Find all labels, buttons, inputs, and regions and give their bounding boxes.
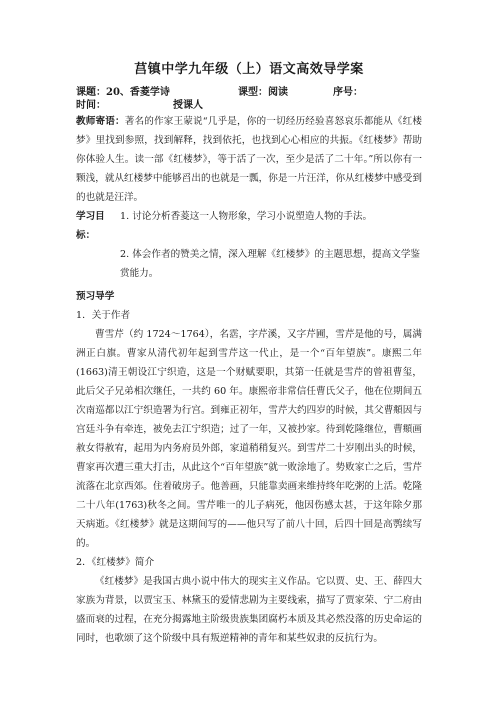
section-novel-text: 《红楼梦》是我国古典小说中伟大的现实主义作品。它以贾、史、王、薛四大家族为背景，以贾宝玉、林黛玉的爱情悲剧为主要线索，描写了贾家荣、宁二府由盛而衰的过程，在充分揭露地主阶级贵族集团腐朽本质及其必然没落的历史命运的同时，也歌颂了这个阶级中具有叛逆精神的青年和某些奴隶的反抗行为。 — [76, 576, 422, 644]
learning-goals — [76, 207, 422, 245]
section-author-heading: 1．关于作者 — [76, 310, 131, 321]
teacher-message-label: 教师寄语： — [76, 116, 125, 127]
preview-heading: 预习导学 — [76, 291, 115, 302]
goals-label: 学习目标： — [76, 211, 105, 241]
section-novel-heading: 2．《红楼梦》简介 — [76, 557, 155, 568]
type-label: 课型：阅读 — [238, 87, 288, 98]
section-author-text: 曹雪芹（约 1724～1764），名霑，字芹溪，又字芹圃，雪芹是他的号，属满洲正白旗。曹家从清代初年起到雪芹这一代止，是一个“百年望族”。康熙二年(1663)清王朝设江宁织造，这是一个财赋要职，其第一任就是雪芹的曾祖曹玺，此后父子兄弟相次继任，一共约 60 年。康熙帝非常信任曹氏父子，他在位期间五次南巡都以江宁织造署为行宫。到雍正初年，雪芹大约四岁的时候，其父曹頫因与宫廷斗争有牵连，被免去江宁织造；过了一年，又被抄家。待到乾隆继位，曹頫画赦女得赦宥，起用为内务府员外郎，家道稍稍复兴。到雪芹二十岁刚出头的时候，曹家再次遭三重大打击，从此这个“百年望族”就一败涂地了。势败家亡之后，雪芹流落在北京西郊。住着破房子。他善画，只能靠卖画来维持终年吃粥的上活。乾隆二十八年(1763)秋冬之间。雪芹唯一的儿子病死，他因伤感太甚，于这年除夕那天病逝。《红楼梦》就是这期间写的——他只写了前八十回，后四十回是高鹗续写的。 — [76, 329, 422, 549]
page-title: 莒镇中学九年级（上）语文高效导学案 — [134, 62, 364, 77]
teacher-message — [76, 112, 422, 207]
meta-row-topic — [76, 86, 422, 99]
teacher-label: 授课人 — [173, 100, 203, 111]
time-label: 时间： — [76, 100, 106, 111]
goal-item-2: 2. 体会作者的赞美之情，深入理解《红楼梦》的主题思想，提高文学鉴赏能力。 — [120, 249, 421, 279]
seq-label: 序号： — [333, 87, 363, 98]
topic-label: 课题：20、香菱学诗 — [76, 87, 170, 98]
document-page — [76, 62, 422, 648]
goal-item-1: 1. 讨论分析香菱这一人物形象，学习小说塑造人物的手法。 — [120, 211, 373, 222]
teacher-message-text: 著名的作家王蒙说“几乎是，你的一切经历经验喜怒哀乐都能从《红楼梦》里找到参照，找到解释，找到依托，也找到心心相应的共振。《红楼梦》帮助你体验人生。读一部《红楼梦》，等于活了一次，至少是活了二十年。”所以你有一颗浅，就从红楼梦中能够舀出的也就是一瓢，你是一片汪洋，你从红楼梦中感受到的也就是汪洋。 — [76, 116, 423, 203]
meta-row-time — [76, 99, 422, 112]
